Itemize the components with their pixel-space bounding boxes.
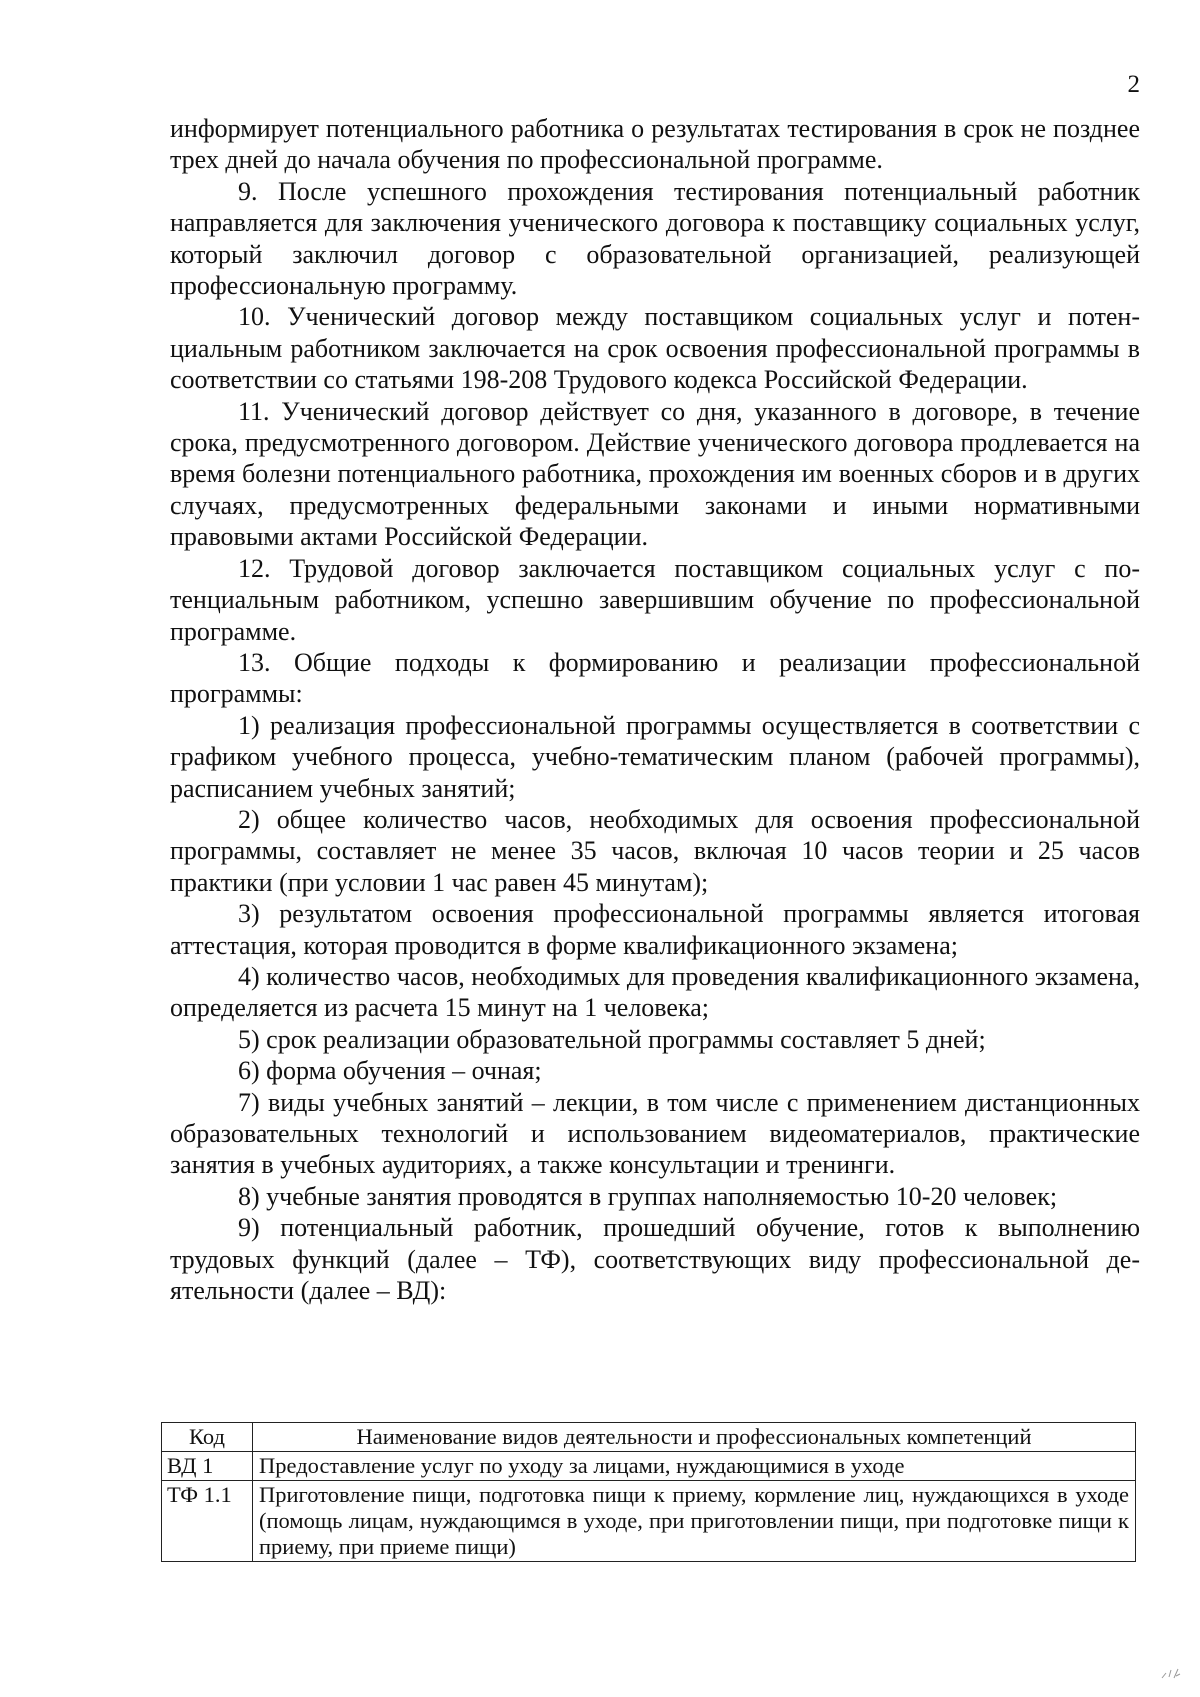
competency-table [161, 1422, 1136, 1562]
table-cell-name: Приготовление пищи, подготовка пищи к приему, кормление лиц, нуждающихся в уходе (помощь лицам, нуждающимся в уходе, при приготовлении пищи, при подготовке пищи к приему, при приеме пищи) [253, 1481, 1136, 1562]
paragraph-item-11: 11. Ученический договор действует со дня, указанного в договоре, в течение срока, предусмотренного договором. Действие ученического договора продлевается на время болезни потенциального работника, прохождения им военных сборов и в других случаях, предусмотренных федеральными законами и иными нормативными правовыми актами Российской Федерации. [170, 396, 1140, 552]
list-item-8: 8) учебные занятия проводятся в группах наполняемостью 10-20 человек; [238, 1181, 1058, 1211]
table-header-row [162, 1423, 1136, 1452]
list-item-5: 5) срок реализации образовательной программы составляет 5 дней; [238, 1024, 986, 1054]
document-body [170, 113, 1140, 1306]
paragraph-item-10: 10. Ученический договор между поставщиком социальных услуг и потенциальным работником заключается на срок освоения профессиональной программы в соответствии со статьями 198-208 Трудового кодекса Российской Федерации. [170, 302, 1140, 395]
list-item-6: 6) форма обучения – очная; [238, 1056, 542, 1086]
table-row [162, 1452, 1136, 1481]
list-item-2: 2) общее количество часов, необходимых для освоения профессиональной программы, составляет не менее 35 часов, включая 10 часов теории и 25 часов практики (при условии 1 час равен 45 минутам); [170, 804, 1140, 897]
paragraph-continuation: информирует потенциального работника о результатах тестирования в срок не позднее трех дней до начала обучения по профессиональной программе. [170, 114, 1140, 175]
list-item-9: 9) потенциальный работник, прошедший обучение, готов к выполнению трудовых функций (далее – ТФ), соответствующих виду профессиональной деятельности (далее – ВД): [170, 1213, 1140, 1306]
page-number: 2 [1127, 71, 1140, 98]
table-header-name: Наименование видов деятельности и профессиональных компетенций [253, 1423, 1136, 1452]
table-cell-name: Предоставление услуг по уходу за лицами, нуждающимися в уходе [253, 1452, 1136, 1481]
list-item-4: 4) количество часов, необходимых для проведения квалификационного экзамена, определяется из расчета 15 минут на 1 человека; [170, 961, 1140, 1023]
list-item-1: 1) реализация профессиональной программы осуществляется в соответствии с графиком учебного процесса, учебно-тематическим планом (рабочей программы), расписанием учебных занятий; [170, 710, 1140, 803]
table-cell-code: ВД 1 [162, 1452, 253, 1481]
paragraph-item-13: 13. Общие подходы к формированию и реализации профессиональной программы: [170, 647, 1140, 709]
paragraph-item-12: 12. Трудовой договор заключается поставщиком социальных услуг с потенциальным работником, успешно завершившим обучение по профессиональной программе. [170, 553, 1140, 646]
scan-artifact [1160, 1664, 1182, 1680]
list-item-3: 3) результатом освоения профессиональной программы является итоговая аттестация, которая проводится в форме квалификационного экзамена; [170, 899, 1140, 960]
list-item-7: 7) виды учебных занятий – лекции, в том числе с применением дистанционных образовательных технологий и использованием видеоматериалов, практические занятия в учебных аудиториях, а также консультации и тренинги. [170, 1087, 1140, 1180]
table-header-code: Код [162, 1423, 253, 1452]
table-cell-code: ТФ 1.1 [162, 1481, 253, 1562]
paragraph-item-9: 9. После успешного прохождения тестирования потенциальный работник направляется для заключения ученического договора к поставщику социальных услуг, который заключил договор с образовательной организацией, реализующей профессиональную программу. [170, 176, 1140, 301]
table-row [162, 1481, 1136, 1562]
